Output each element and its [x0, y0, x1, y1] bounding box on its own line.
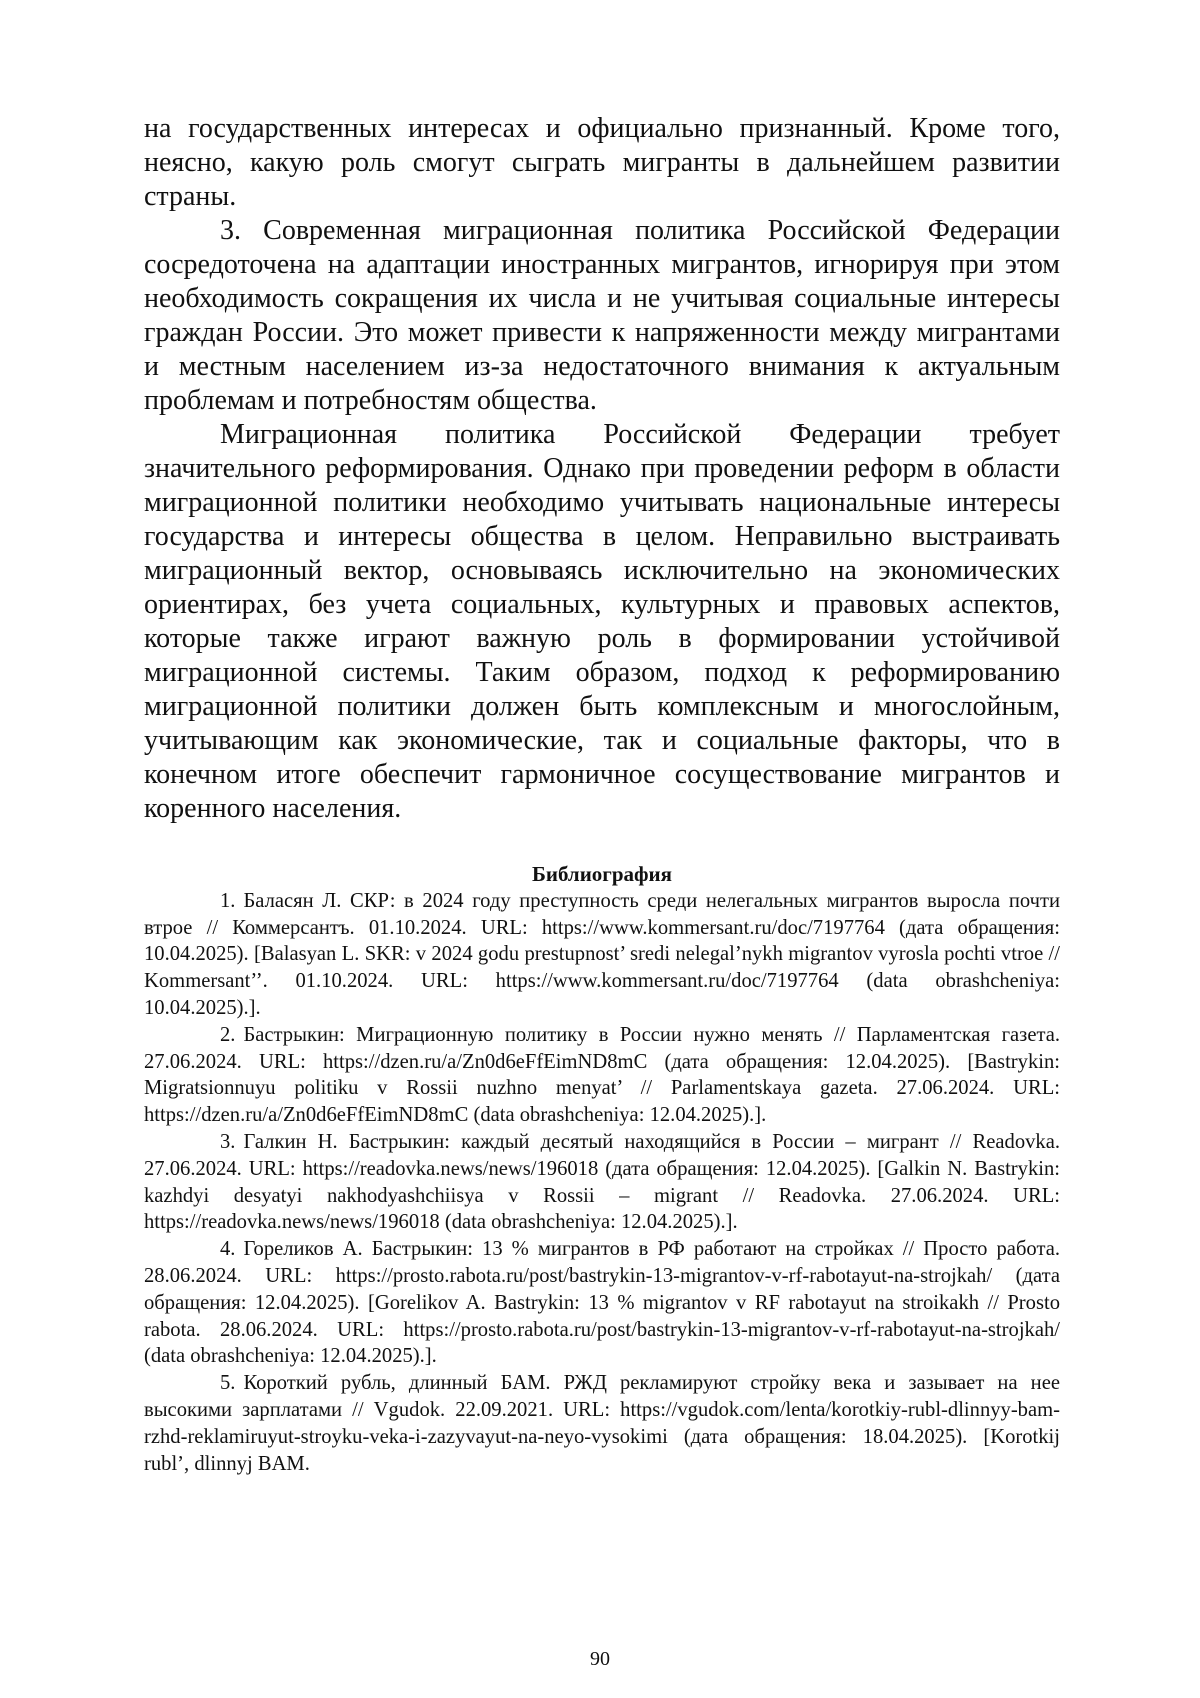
bibliography-list: [144, 888, 1060, 1478]
paragraph-summary: Миграционная политика Российской Федерации требует значительного реформирования. Однако при проведении реформ в области миграционной политики необходимо учитывать национальные интересы государства и интересы общества в целом. Неправильно выстраивать миграционный вектор, основываясь исключительно на экономических ориентирах, без учета социальных, культурных и правовых аспектов, которые также играют важную роль в формировании устойчивой миграционной системы. Таким образом, подход к реформированию миграционной политики должен быть комплексным и многослойным, учитывающим как экономические, так и социальные факторы, что в конечном итоге обеспечит гармоничное сосуществование мигрантов и коренного населения.: [144, 419, 1060, 824]
entry-text: Галкин Н. Бастрыкин: каждый десятый находящийся в России – мигрант // Readovka. 27.06.2024. URL: https://readovka.news/news/196018 (дата обращения: 12.04.2025). [Galkin N. Bastrykin: kazhdyi desyatyi nakhodyashchiisya v Rossii – migrant // Readovka. 27.06.2024. URL: https://readovka.news/news/196018 (data obrashcheniya: 12.04.2025).].: [144, 1130, 1060, 1234]
bibliography-entry: [144, 1236, 1060, 1370]
entry-number: 5.: [220, 1372, 236, 1395]
bibliography-section: [144, 861, 1060, 1477]
main-text: [144, 112, 1060, 826]
bibliography-entry: [144, 1129, 1060, 1236]
entry-text: Гореликов А. Бастрыкин: 13 % мигрантов в РФ работают на стройках // Просто работа. 28.06.2024. URL: https://prosto.rabota.ru/post/bastrykin-13-migrantov-v-rf-rabotayut-na-strojkah/ (дата обращения: 12.04.2025). [Gorelikov A. Bastrykin: 13 % migrantov v RF rabotayut na stroikakh // Prosto rabota. 28.06.2024. URL: https://prosto.rabota.ru/post/bastrykin-13-migrantov-v-rf-rabotayut-na-strojkah/ (data obrashcheniya: 12.04.2025).].: [144, 1238, 1060, 1368]
bibliography-entry: [144, 1022, 1060, 1129]
entry-text: Баласян Л. СКР: в 2024 году преступность среди нелегальных мигрантов выросла почти втрое // Коммерсантъ. 01.10.2024. URL: https://www.kommersant.ru/doc/7197764 (дата обращения: 10.04.2025). [Balasyan L. SKR: v 2024 godu prestupnost’ sredi nelegal’nykh migrantov vyrosla pochti vtroe // Kommersant’’. 01.10.2024. URL: https://www.kommersant.ru/doc/7197764 (data obrashcheniya: 10.04.2025).].: [144, 889, 1060, 1019]
entry-number: 1.: [220, 889, 236, 912]
page-number: 90: [590, 1648, 610, 1670]
entry-number: 3.: [220, 1130, 236, 1153]
paragraph-continuation: на государственных интересах и официально признанный. Кроме того, неясно, какую роль смогут сыграть мигранты в дальнейшем развитии страны.: [144, 113, 1060, 212]
bibliography-entry: [144, 1370, 1060, 1477]
entry-number: 2.: [220, 1023, 236, 1046]
entry-number: 4.: [220, 1238, 236, 1261]
bibliography-heading: Библиография: [531, 862, 673, 886]
paragraph-conclusion-3: 3. Современная миграционная политика Российской Федерации сосредоточена на адаптации иностранных мигрантов, игнорируя при этом необходимость сокращения их числа и не учитывая социальные интересы граждан России. Это может привести к напряженности между мигрантами и местным населением из-за недостаточного внимания к актуальным проблемам и потребностям общества.: [144, 215, 1060, 416]
entry-text: Короткий рубль, длинный БАМ. РЖД рекламируют стройку века и зазывает на нее высокими зарплатами // Vgudok. 22.09.2021. URL: https://vgudok.com/lenta/korotkiy-rubl-dlinnyy-bam-rzhd-reklamiruyut-stroyku-veka-i-zazyvayut-na-neyo-vysokimi (дата обращения: 18.04.2025). [Korotkij rubl’, dlinnyj BAM.: [144, 1372, 1060, 1475]
entry-text: Бастрыкин: Миграционную политику в России нужно менять // Парламентская газета. 27.06.2024. URL: https://dzen.ru/a/Zn0d6eFfEimND8mC (дата обращения: 12.04.2025). [Bastrykin: Migratsionnuyu politiku v Rossii nuzhno menyat’ // Parlamentskaya gazeta. 27.06.2024. URL: https://dzen.ru/a/Zn0d6eFfEimND8mC (data obrashcheniya: 12.04.2025).].: [144, 1023, 1060, 1127]
bibliography-entry: [144, 888, 1060, 1022]
